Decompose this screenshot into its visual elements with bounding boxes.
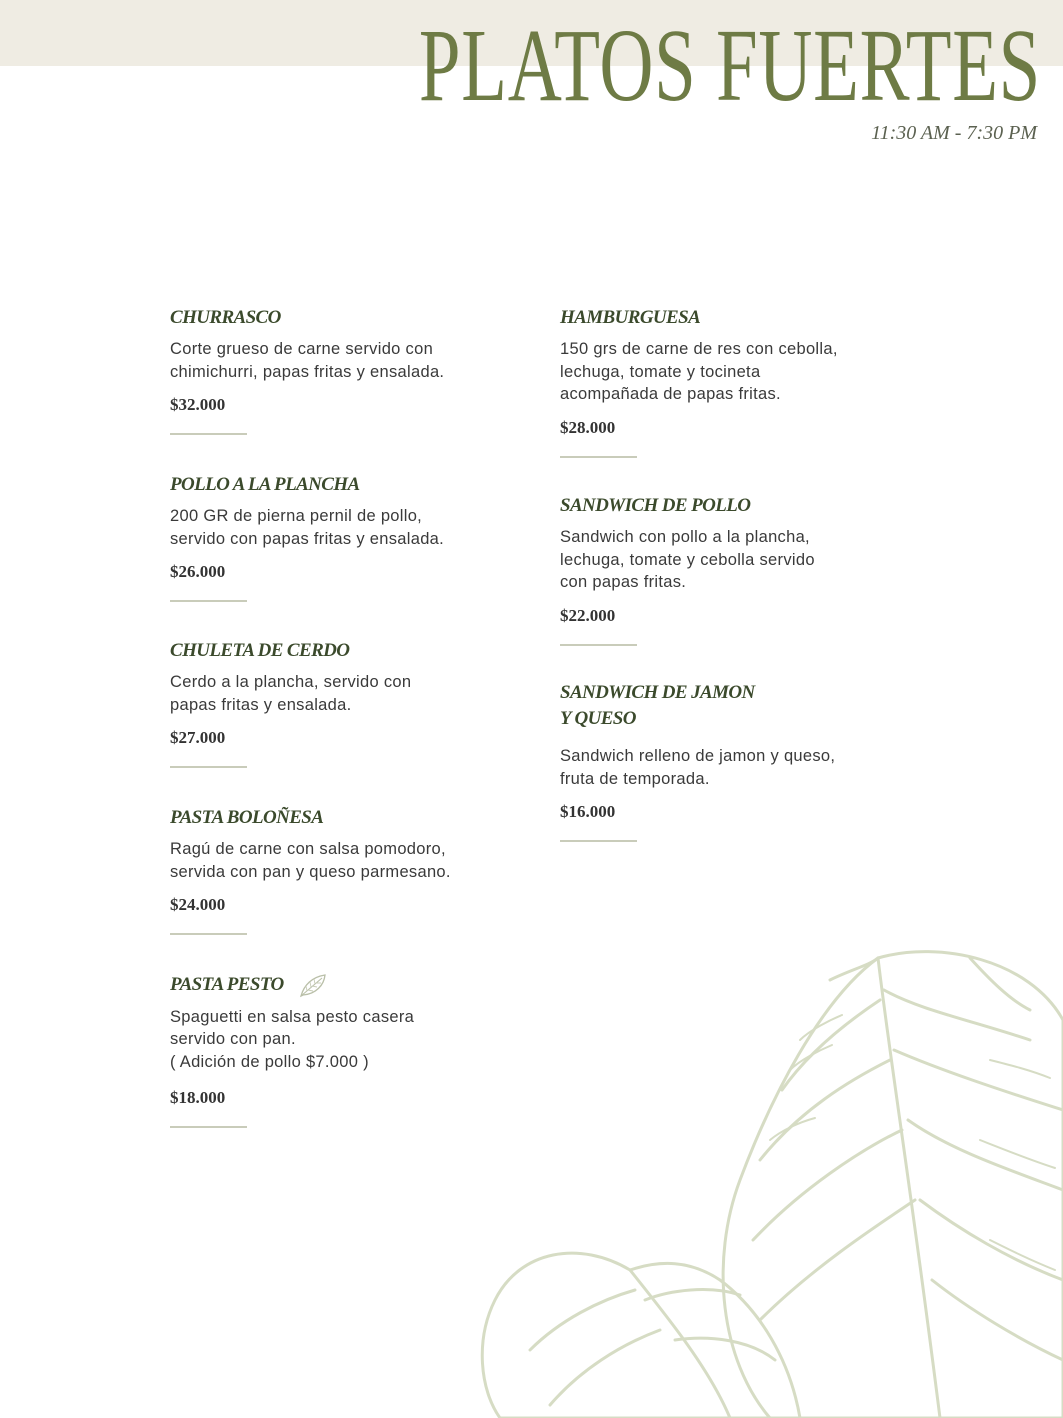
item-price: $22.000 (560, 605, 616, 625)
menu-item-hamburguesa (560, 305, 900, 458)
menu-item-pasta-bolonesa (170, 805, 510, 935)
item-description: Sandwich con pollo a la plancha, lechuga, tomate y cebolla servido con papas fritas. (560, 528, 815, 591)
divider (170, 766, 247, 768)
menu-title: PLATOS FUERTES (418, 8, 1041, 123)
item-description: Sandwich relleno de jamon y queso, fruta de temporada. (560, 747, 836, 788)
item-price: $26.000 (170, 562, 226, 581)
divider (170, 600, 247, 602)
item-description: 200 GR de pierna pernil de pollo, servido con papas fritas y ensalada. (170, 507, 445, 548)
item-name: CHURRASCO (170, 307, 281, 328)
divider (560, 840, 637, 842)
menu-item-pasta-pesto (170, 972, 510, 1128)
item-name: SANDWICH DE POLLO (560, 495, 751, 516)
item-price: $16.000 (560, 802, 616, 821)
menu-item-sandwich-de-pollo (560, 493, 900, 646)
menu-item-pollo-a-la-plancha (170, 472, 510, 602)
item-description: Spaguetti en salsa pesto casera servido con pan. ( Adición de pollo $7.000 ) (170, 1007, 415, 1071)
item-name: POLLO A LA PLANCHA (170, 474, 360, 495)
item-description: Cerdo a la plancha, servido con papas fritas y ensalada. (170, 673, 412, 714)
divider (560, 644, 637, 646)
item-name: SANDWICH DE JAMON Y QUESO (560, 682, 755, 729)
item-description: Ragú de carne con salsa pomodoro, servida con pan y queso parmesano. (170, 840, 451, 881)
item-description: Corte grueso de carne servido con chimichurri, papas fritas y ensalada. (170, 340, 445, 381)
item-name: HAMBURGUESA (560, 307, 701, 328)
divider (170, 1126, 247, 1128)
item-price: $28.000 (560, 417, 616, 437)
item-description: 150 grs de carne de res con cebolla, lechuga, tomate y tocineta acompañada de papas fritas. (560, 340, 838, 403)
item-price: $24.000 (170, 895, 226, 914)
divider (560, 456, 637, 458)
item-price: $27.000 (170, 728, 226, 747)
item-name: PASTA BOLOÑESA (170, 807, 324, 828)
menu-item-chuleta-de-cerdo (170, 638, 510, 768)
item-name: PASTA PESTO (170, 972, 510, 999)
item-price: $32.000 (170, 395, 226, 414)
leaf-icon (298, 973, 328, 999)
item-price: $18.000 (170, 1088, 226, 1108)
monstera-leaf-illustration (470, 940, 1063, 1418)
menu-item-churrasco (170, 305, 510, 435)
divider (170, 933, 247, 935)
item-name: CHULETA DE CERDO (170, 640, 350, 661)
service-hours: 11:30 AM - 7:30 PM (871, 122, 1037, 144)
divider (170, 433, 247, 435)
menu-item-sandwich-de-jamon-y-queso (560, 680, 900, 842)
